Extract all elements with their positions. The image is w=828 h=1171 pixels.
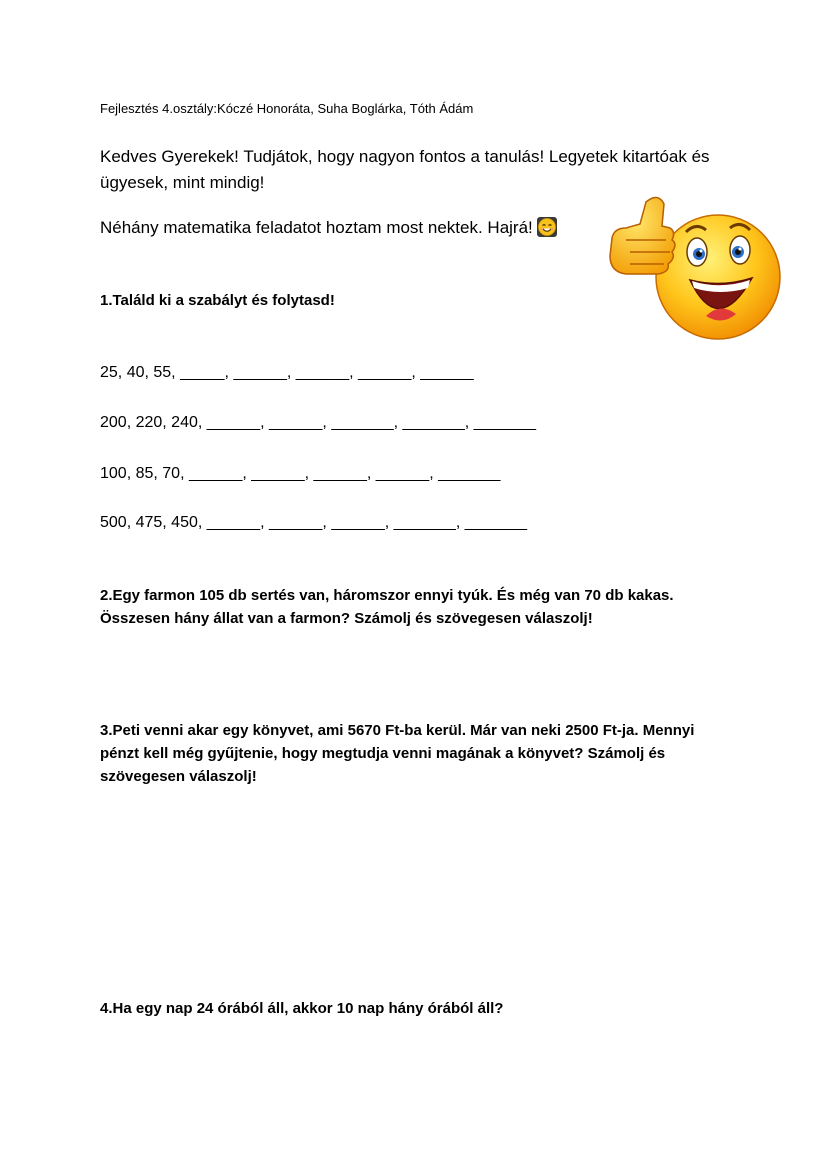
task1-title: 1.Találd ki a szabályt és folytasd!	[100, 292, 335, 309]
sequence-row: 100, 85, 70, ______, ______, ______, ______, _______	[100, 465, 501, 482]
task3-text: 3.Peti venni akar egy könyvet, ami 5670 Ft-ba kerül. Már van neki 2500 Ft-ja. Mennyi pénzt kell még gyűjtenie, hogy megtudja venni magának a könyvet? Számolj és szövegesen válaszolj!	[100, 722, 695, 785]
task2-text: 2.Egy farmon 105 db sertés van, háromszor ennyi tyúk. És még van 70 db kakas. Összesen hány állat van a farmon? Számolj és szövegesen válaszolj!	[100, 587, 674, 627]
sequence-row: 200, 220, 240, ______, ______, _______, _______, _______	[100, 414, 536, 431]
sequence-row: 500, 475, 450, ______, ______, ______, _______, _______	[100, 514, 528, 531]
intro-line	[100, 217, 557, 238]
intro-text: Néhány matematika feladatot hoztam most nektek. Hajrá!	[100, 218, 533, 237]
greeting-text: Kedves Gyerekek! Tudjátok, hogy nagyon fontos a tanulás! Legyetek kitartóak és ügyesek, mint mindig!	[100, 147, 710, 192]
task4-text: 4.Ha egy nap 24 órából áll, akkor 10 nap hány órából áll?	[100, 1000, 504, 1017]
page-header: Fejlesztés 4.osztály:Kóczé Honoráta, Suha Boglárka, Tóth Ádám	[100, 101, 474, 116]
smiling-face-icon	[537, 217, 557, 237]
sequence-row: 25, 40, 55, _____, ______, ______, ______, ______	[100, 364, 474, 381]
thumbs-up-smiley-icon	[606, 192, 784, 342]
